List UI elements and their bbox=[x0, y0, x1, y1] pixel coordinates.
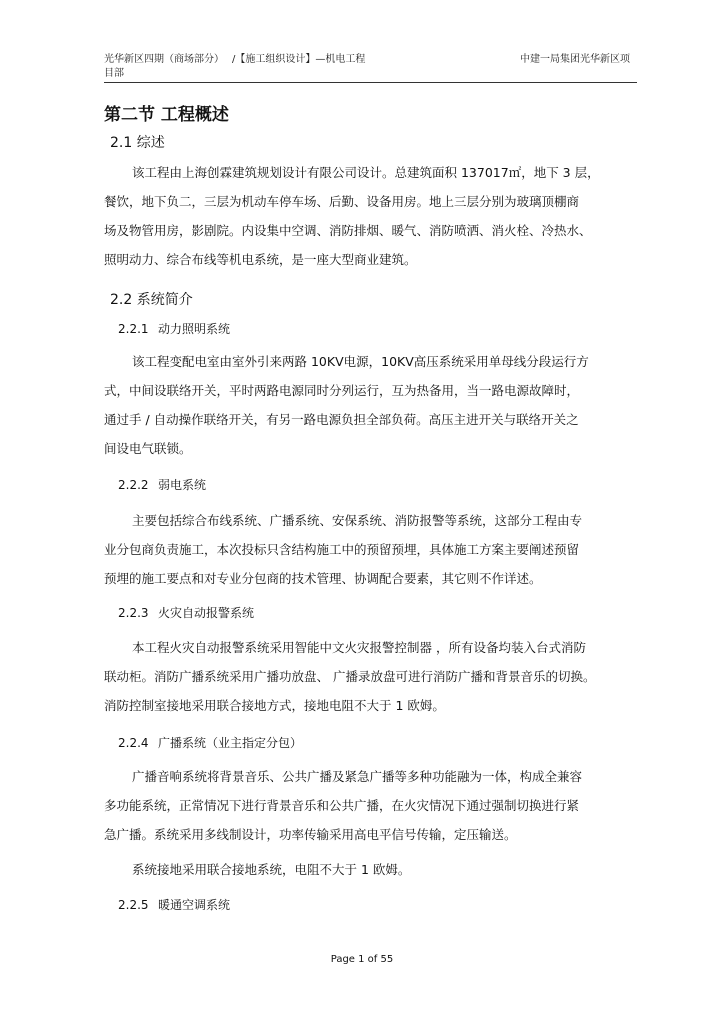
heading-number: 2.2.2 bbox=[118, 478, 149, 492]
header-left: 光华新区四期（商场部分） bbox=[104, 54, 224, 65]
paragraph-line: 该工程由上海创霖建筑规划设计有限公司设计。总建筑面积 137017㎡，地下 3 层， bbox=[132, 165, 600, 180]
heading-text: 广播系统（业主指定分包） bbox=[158, 736, 303, 750]
paragraph-line: 该工程变配电室由室外引来两路 10KV电源，10KV高压系统采用单母线分段运行方 bbox=[132, 354, 589, 369]
header-middle: /【施工组织设计】—机电工程 bbox=[232, 54, 366, 65]
paragraph-line: 照明动力、综合布线等机电系统，是一座大型商业建筑。 bbox=[104, 252, 417, 267]
header-second-line: 目部 bbox=[104, 68, 124, 79]
heading-2-2: 2.2 系统简介 bbox=[110, 292, 193, 308]
paragraph-line: 业分包商负责施工，本次投标只含结构施工中的预留预埋，具体施工方案主要阐述预留 bbox=[104, 542, 580, 557]
paragraph-line: 消防控制室接地采用联合接地方式，接地电阻不大于 1 欧姆。 bbox=[104, 698, 445, 713]
heading-2-1: 2.1 综述 bbox=[110, 135, 165, 151]
heading-number: 2.2.5 bbox=[118, 898, 149, 912]
header-divider bbox=[104, 82, 637, 83]
paragraph-line: 主要包括综合布线系统、广播系统、安保系统、消防报警等系统，这部分工程由专 bbox=[132, 513, 583, 528]
heading-text: 动力照明系统 bbox=[158, 322, 231, 336]
paragraph-line: 联动柜。消防广播系统采用广播功放盘、 广播录放盘可进行消防广播和背景音乐的切换。 bbox=[104, 669, 596, 684]
heading-number: 2.2.1 bbox=[118, 322, 149, 336]
paragraph-line: 广播音响系统将背景音乐、公共广播及紧急广播等多种功能融为一体，构成全兼容 bbox=[132, 769, 583, 784]
page-number: Page 1 of 55 bbox=[330, 954, 394, 965]
heading-number: 2.2.3 bbox=[118, 606, 149, 620]
header-right: 中建一局集团光华新区项 bbox=[520, 54, 630, 65]
paragraph-line: 本工程火灾自动报警系统采用智能中文火灾报警控制器 ，所有设备均装入台式消防 bbox=[132, 640, 586, 655]
paragraph-line: 急广播。系统采用多线制设计，功率传输采用高电平信号传输，定压输送。 bbox=[104, 827, 517, 842]
paragraph-line: 预埋的施工要点和对专业分包商的技术管理、协调配合要素，其它则不作详述。 bbox=[104, 571, 542, 586]
paragraph-line: 式，中间设联络开关，平时两路电源同时分列运行，互为热备用，当一路电源故障时， bbox=[104, 383, 580, 398]
heading-2-2-3 bbox=[118, 604, 254, 621]
heading-2-2-1 bbox=[118, 320, 230, 337]
heading-text: 弱电系统 bbox=[158, 478, 207, 492]
heading-number: 2.2.4 bbox=[118, 736, 149, 750]
paragraph-line: 系统接地采用联合接地系统，电阻不大于 1 欧姆。 bbox=[132, 862, 411, 877]
heading-2-2-5 bbox=[118, 896, 230, 913]
paragraph-line: 间设电气联锁。 bbox=[104, 441, 192, 456]
paragraph-line: 多功能系统，正常情况下进行背景音乐和公共广播，在火灾情况下通过强制切换进行紧 bbox=[104, 798, 580, 813]
heading-text: 火灾自动报警系统 bbox=[158, 606, 255, 620]
paragraph-line: 通过手 / 自动操作联络开关，有另一路电源负担全部负荷。高压主进开关与联络开关之 bbox=[104, 412, 579, 427]
heading-2-2-2 bbox=[118, 476, 206, 493]
heading-text: 暖通空调系统 bbox=[158, 898, 231, 912]
section-title: 第二节 工程概述 bbox=[104, 105, 229, 125]
heading-2-2-4 bbox=[118, 734, 302, 751]
paragraph-line: 餐饮，地下负二，三层为机动车停车场、后勤、设备用房。地上三层分别为玻璃顶棚商 bbox=[104, 194, 580, 209]
paragraph-line: 场及物管用房，影剧院。内设集中空调、消防排烟、暖气、消防喷洒、消火栓、冷热水、 bbox=[104, 223, 592, 238]
